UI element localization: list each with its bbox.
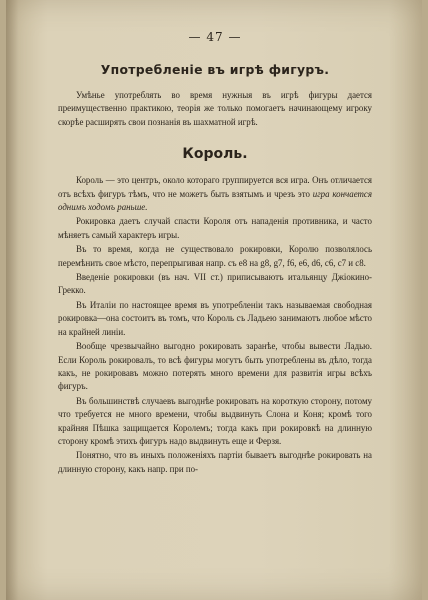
page-text [58, 30, 372, 476]
intro-paragraph: Умѣнье употреблять во время нужныя въ игрѣ фигуры дается преимущественно практикою, теорiя же только помогаетъ начинающему игроку скорѣе расширять свои познанiя въ шахматной игрѣ. [58, 90, 372, 127]
paragraph-8: Понятно, что въ иныхъ положенiяхъ партiи бываетъ выгоднѣе рокировать на длинную сторону, какъ напр. при по- [58, 450, 372, 474]
book-page [6, 0, 422, 600]
section-title: Употребленiе въ игрѣ фигуръ. [100, 62, 330, 77]
page-number: — 47 — [188, 30, 242, 44]
chapter-title: Король. [182, 146, 248, 163]
paragraph-3: Въ то время, когда не существовало рокировки, Королю позволялось перемѣнить свое мѣсто, перепрыгивая напр. съ е8 на g8, g7, f6, e6, d6, c6, c7 и с8. [58, 244, 372, 268]
paragraph-4: Введенiе рокировки (въ нач. VII ст.) приписываютъ итальянцу Джiокино-Грекко. [58, 272, 372, 296]
paragraph-1 [58, 174, 372, 214]
paragraph-5: Въ Италiи по настоящее время въ употребленiи такъ называемая свободная рокировка—она состоитъ въ томъ, что Король съ Ладьею занимаютъ любое мѣсто на крайней линiи. [58, 299, 372, 337]
paragraph-2: Рокировка даетъ случай спасти Короля отъ нападенiя противника, и часто мѣняетъ самый характеръ игры. [58, 216, 372, 240]
paragraph-6: Вообще чрезвычайно выгодно рокировать заранѣе, чтобы вывести Ладью. Если Король рокировалъ, то всѣ фигуры могутъ быть употреблены въ дѣло, тогда какъ, не рокировавъ можно потерять много времени для развитiя игры всѣхъ фигуръ. [58, 341, 372, 392]
paragraph-1-text: Король — это центръ, около котораго группируется вся игра. Онъ отличается отъ всѣхъ фигуръ тѣмъ, что не можетъ быть взятымъ и чрезъ это [58, 175, 372, 199]
paragraph-1-italic: игра кончается однимъ ходомъ раньше. [58, 188, 372, 213]
paragraph-7: Въ большинствѣ случаевъ выгоднѣе рокировать на короткую сторону, потому что требуется не много времени, чтобы выдвинуть Слона и Коня; кромѣ того крайняя Пѣшка защищается Королемъ; тогда какъ при рокировкѣ на длинную сторону кромѣ этихъ фигуръ надо выдвинуть еще и Ферзя. [58, 395, 372, 446]
